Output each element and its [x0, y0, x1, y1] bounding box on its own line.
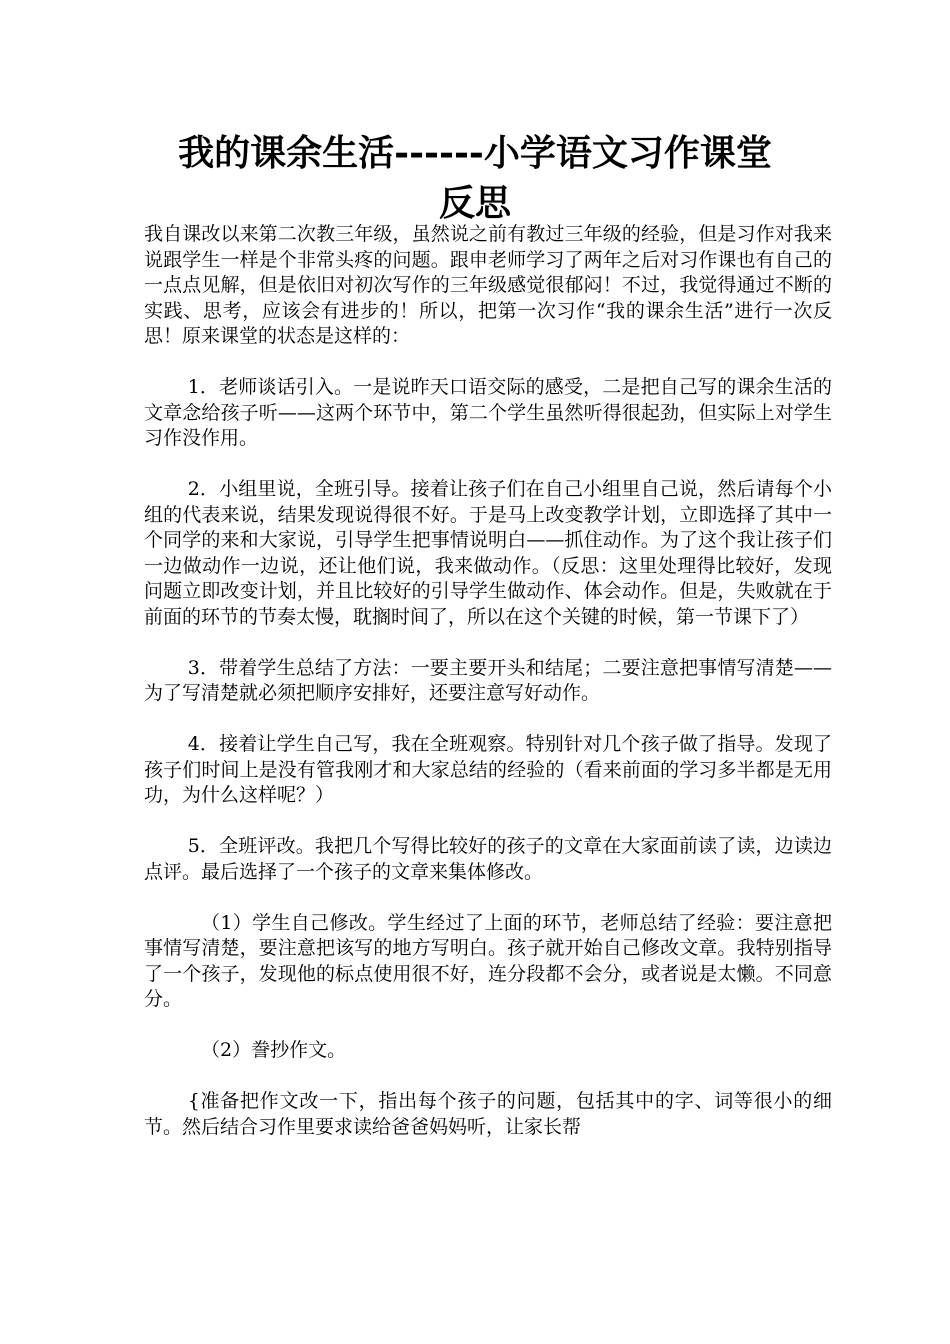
step-3-paragraph: 3．带着学生总结了方法：一要主要开头和结尾；二要注意把事情写清楚——为了写清楚就必须把顺序安排好，还要注意写好动作。 [144, 656, 832, 704]
paragraph-gap [144, 630, 832, 656]
title-line-1: 我的课余生活------小学语文习作课堂 [178, 132, 772, 174]
document-body [144, 222, 832, 1140]
paragraph-gap [144, 452, 832, 478]
title-line-2: 反思 [438, 182, 511, 224]
substep-1-paragraph: （1）学生自己修改。学生经过了上面的环节，老师总结了经验：要注意把事情写清楚，要注意把该写的地方写明白。孩子就开始自己修改文章。我特别指导了一个孩子，发现他的标点使用很不好，连分段都不会分，或者说是太懒。不同意分。 [144, 911, 832, 1010]
step-2-paragraph: 2．小组里说，全班引导。接着让孩子们在自己小组里自己说，然后请每个小组的代表来说，结果发现说得很不好。于是马上改变教学计划，立即选择了其中一个同学的来和大家说，引导学生把事情说明白——抓住动作。为了这个我让孩子们一边做动作一边说，还让他们说，我来做动作。（反思：这里处理得比较好，发现问题立即改变计划，并且比较好的引导学生做动作、体会动作。但是，失败就在于前面的环节的节奏太慢，耽搁时间了，所以在这个关键的时候，第一节课下了） [144, 478, 832, 628]
paragraph-gap [144, 1064, 832, 1090]
step-4-paragraph: 4．接着让学生自己写，我在全班观察。特别针对几个孩子做了指导。发现了孩子们时间上是没有管我刚才和大家总结的经验的（看来前面的学习多半都是无用功，为什么这样呢？） [144, 733, 832, 806]
document-title [140, 128, 810, 228]
paragraph-gap [144, 885, 832, 911]
paragraph-gap [144, 809, 832, 835]
paragraph-gap [144, 707, 832, 733]
note-paragraph: {准备把作文改一下，指出每个孩子的问题，包括其中的字、词等很小的细节。然后结合习作里要求读给爸爸妈妈听，让家长帮 [144, 1090, 832, 1138]
paragraph-gap [144, 1013, 832, 1039]
substep-2-paragraph: （2）誊抄作文。 [201, 1039, 347, 1061]
step-1-paragraph: 1．老师谈话引入。一是说昨天口语交际的感受，二是把自己写的课余生活的文章念给孩子听——这两个环节中，第二个学生虽然听得很起劲，但实际上对学生习作没作用。 [144, 376, 832, 449]
step-5-paragraph: 5．全班评改。我把几个写得比较好的孩子的文章在大家面前读了读，边读边点评。最后选择了一个孩子的文章来集体修改。 [144, 835, 832, 883]
intro-paragraph: 我自课改以来第二次教三年级，虽然说之前有教过三年级的经验，但是习作对我来说跟学生一样是个非常头疼的问题。跟申老师学习了两年之后对习作课也有自己的一点点见解，但是依旧对初次写作的三年级感觉很郁闷！不过，我觉得通过不断的实践、思考，应该会有进步的！所以，把第一次习作“我的课余生活”进行一次反思！原来课堂的状态是这样的： [144, 223, 832, 347]
paragraph-gap [144, 350, 832, 376]
